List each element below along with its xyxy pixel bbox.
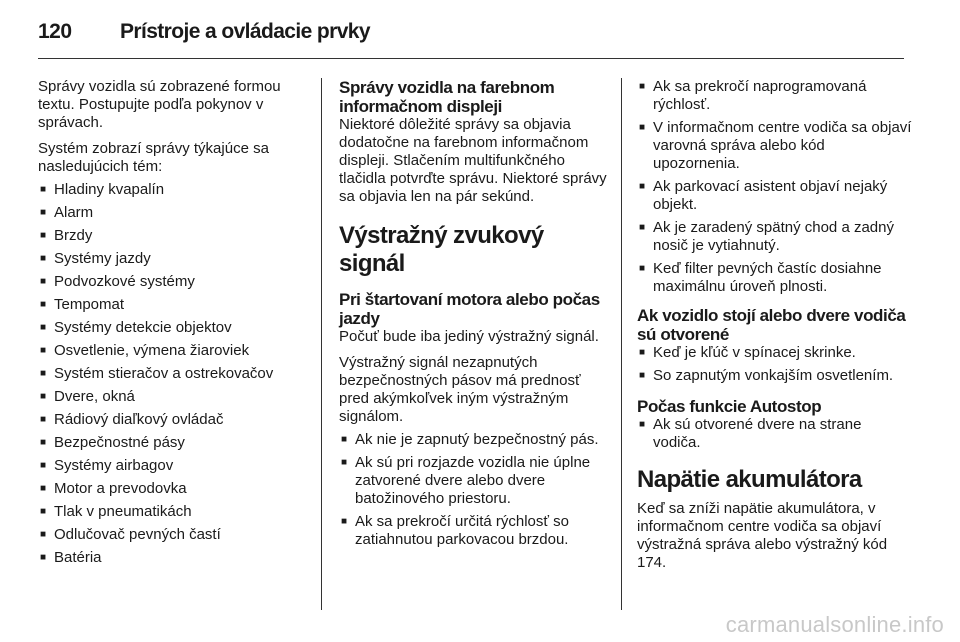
subheading-vehicle-parked: Ak vozidlo stojí alebo dvere vodiča sú otvorené	[637, 306, 906, 344]
column-divider-1	[321, 78, 322, 610]
watermark: carmanualsonline.info	[725, 612, 944, 637]
list-item: ■ Systémy jazdy	[38, 250, 308, 268]
column-2	[339, 78, 609, 554]
list-item: ■ Osvetlenie, výmena žiaroviek	[38, 342, 308, 360]
list-item: ■ Podvozkové systémy	[38, 273, 308, 291]
chime-conditions-list-cont	[637, 78, 912, 296]
list-item: ■ Systém stieračov a ostrekovačov	[38, 365, 308, 383]
list-item: ■ Alarm	[38, 204, 308, 222]
list-item: ■ Ak sú pri rozjazde vozidla nie úplne zatvorené dvere alebo dvere batožinového priestoru.	[339, 454, 609, 508]
list-item: ■ Ak je zaradený spätný chod a zadný nosič je vytiahnutý.	[637, 219, 912, 255]
list-item: ■ Odlučovač pevných častí	[38, 526, 308, 544]
intro-paragraph: Správy vozidla sú zobrazené formou textu. Postupujte podľa pokynov v správach.	[38, 78, 281, 131]
header-rule	[38, 58, 904, 59]
list-item: ■ Tempomat	[38, 296, 308, 314]
list-item: ■ Systémy detekcie objektov	[38, 319, 308, 337]
list-item: ■ Ak sa prekročí naprogramovaná rýchlosť.	[637, 78, 912, 114]
list-item: ■ Rádiový diaľkový ovládač	[38, 411, 308, 429]
list-item: ■ Ak sa prekročí určitá rýchlosť so zatiahnutou parkovacou brzdou.	[339, 513, 609, 549]
list-item: ■ Batéria	[38, 549, 308, 567]
list-item: ■ Systémy airbagov	[38, 457, 308, 475]
column-divider-2	[621, 78, 622, 610]
list-item: ■ Tlak v pneumatikách	[38, 503, 308, 521]
topics-lead: Systém zobrazí správy týkajúce sa nasledujúcich tém:	[38, 140, 269, 175]
subheading-start-driving: Pri štartovaní motora alebo počas jazdy	[339, 290, 600, 328]
list-item: ■ Bezpečnostné pásy	[38, 434, 308, 452]
list-item: ■ Ak sú otvorené dvere na strane vodiča.	[637, 416, 912, 452]
color-display-paragraph: Niektoré dôležité správy sa objavia dodatočne na farebnom informačnom displeji. Stlačením multifunkčného tlačidla potvrďte správu. Niektoré správy sa objavia len na pár sekúnd.	[339, 116, 607, 205]
topics-list	[38, 181, 308, 567]
column-1	[38, 78, 308, 572]
list-item: ■ Keď je kľúč v spínacej skrinke.	[637, 344, 912, 362]
list-item: ■ Ak parkovací asistent objaví nejaký objekt.	[637, 178, 912, 214]
battery-voltage-paragraph: Keď sa zníži napätie akumulátora, v informačnom centre vodiča sa objaví výstražná správa alebo výstražný kód 174.	[637, 500, 888, 571]
list-item: ■ So zapnutým vonkajším osvetlením.	[637, 367, 912, 385]
section-heading-color-display: Správy vozidla na farebnom informačnom displeji	[339, 78, 555, 116]
autostop-conditions-list	[637, 416, 912, 452]
list-item: ■ Brzdy	[38, 227, 308, 245]
list-item: ■ Motor a prevodovka	[38, 480, 308, 498]
list-item: ■ Hladiny kvapalín	[38, 181, 308, 199]
list-item: ■ Keď filter pevných častíc dosiahne maximálnu úroveň plnosti.	[637, 260, 912, 296]
list-item: ■ Dvere, okná	[38, 388, 308, 406]
list-item: ■ Ak nie je zapnutý bezpečnostný pás.	[339, 431, 609, 449]
single-chime-paragraph: Počuť bude iba jediný výstražný signál.	[339, 328, 599, 345]
column-3	[637, 78, 912, 580]
parked-conditions-list	[637, 344, 912, 385]
section-heading-battery-voltage: Napätie akumulátora	[637, 466, 862, 493]
seatbelt-priority-paragraph: Výstražný signál nezapnutých bezpečnostných pásov má prednosť pred akýmkoľvek iným výstražným signálom.	[339, 354, 581, 425]
chime-conditions-list	[339, 431, 609, 549]
page-number: 120	[38, 20, 72, 43]
list-item: ■ V informačnom centre vodiča sa objaví varovná správa alebo kód upozornenia.	[637, 119, 912, 173]
section-heading-warning-chime: Výstražný zvukový signál	[339, 222, 544, 277]
page-title: Prístroje a ovládacie prvky	[120, 20, 370, 43]
subheading-autostop: Počas funkcie Autostop	[637, 397, 822, 416]
